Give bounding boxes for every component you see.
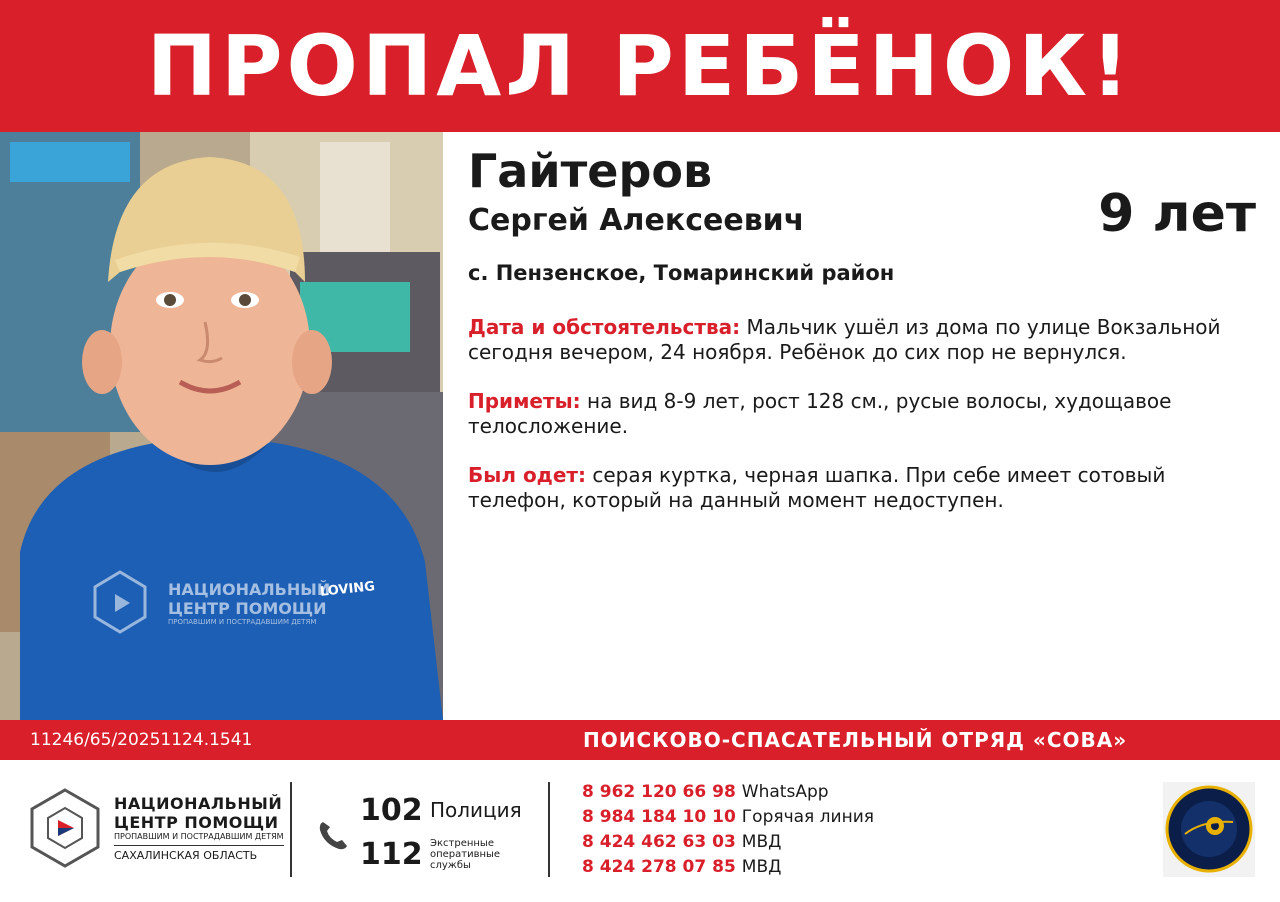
shirt-print: LOVING [319,579,376,600]
ncp-logo-text [114,794,284,862]
clothing-paragraph [468,463,1238,513]
contact-label: Горячая линия [741,807,874,827]
logo-line1: НАЦИОНАЛЬНЫЙ [114,794,283,814]
surname: Гайтеров [468,144,713,198]
photo-watermark [168,580,330,626]
contact-item [582,855,874,880]
squad-name: ПОИСКОВО-СПАСАТЕЛЬНЫЙ ОТРЯД «СОВА» [583,728,1128,752]
logo-line3: ПРОПАВШИМ И ПОСТРАДАВШИМ ДЕТЯМ [114,832,284,845]
contact-item [582,805,874,830]
contact-phone[interactable]: 8 962 120 66 98 [582,782,736,802]
info-panel [468,140,1268,513]
circumstances-label: Дата и обстоятельства: [468,315,741,340]
watermark-line3: ПРОПАВШИМ И ПОСТРАДАВШИМ ДЕТЯМ [168,618,317,626]
circumstances-text: Мальчик ушёл из дома по улице Вокзальной сегодня вечером, 24 ноября. Ребёнок до сих пор не вернулся. [468,315,1221,365]
info-strip [0,720,1280,760]
contact-phone[interactable]: 8 984 184 10 10 [582,807,736,827]
emergency-number: 112 [360,836,423,872]
footer [0,760,1280,902]
divider [548,782,550,877]
child-photo [0,132,443,720]
location: с. Пензенское, Томаринский район [468,261,895,286]
watermark-line2: ЦЕНТР ПОМОЩИ [168,599,327,618]
description-paragraph [468,389,1238,439]
contact-label: МВД [741,832,782,852]
contact-phone[interactable]: 8 424 278 07 85 [582,857,736,877]
contact-label: МВД [741,857,782,877]
watermark-line1: НАЦИОНАЛЬНЫЙ [168,580,331,599]
contact-label: WhatsApp [741,782,829,802]
poster-title: ПРОПАЛ РЕБЁНОК! [146,17,1134,115]
circumstances-paragraph [468,315,1238,365]
ncp-logo [30,788,284,868]
divider [290,782,292,877]
given-names: Сергей Алексеевич [468,203,805,239]
description-text: на вид 8-9 лет, рост 128 см., русые волосы, худощавое телосложение. [468,389,1172,439]
top-banner [0,0,1280,132]
description-label: Приметы: [468,389,581,414]
phone-icon [315,818,351,854]
clothing-label: Был одет: [468,463,586,488]
logo-line2: ЦЕНТР ПОМОЩИ [114,813,279,833]
emergency-number: 102 [360,792,423,828]
contact-phone[interactable]: 8 424 462 63 03 [582,832,736,852]
case-id: 11246/65/20251124.1541 [30,730,253,750]
emergency-label: Экстренные оперативные службы [430,837,501,871]
contact-item [582,830,874,855]
ncp-logo-icon [30,788,100,868]
logo-region: САХАЛИНСКАЯ ОБЛАСТЬ [114,848,258,862]
contact-list [582,780,874,880]
clothing-text: серая куртка, черная шапка. При себе имеет сотовый телефон, который на данный момент недоступен. [468,463,1166,513]
contact-item [582,780,874,805]
emergency-label: Полиция [430,798,522,822]
emergency-numbers [315,788,522,876]
sova-emblem-icon [1163,782,1255,877]
age: 9 лет [1098,184,1256,244]
